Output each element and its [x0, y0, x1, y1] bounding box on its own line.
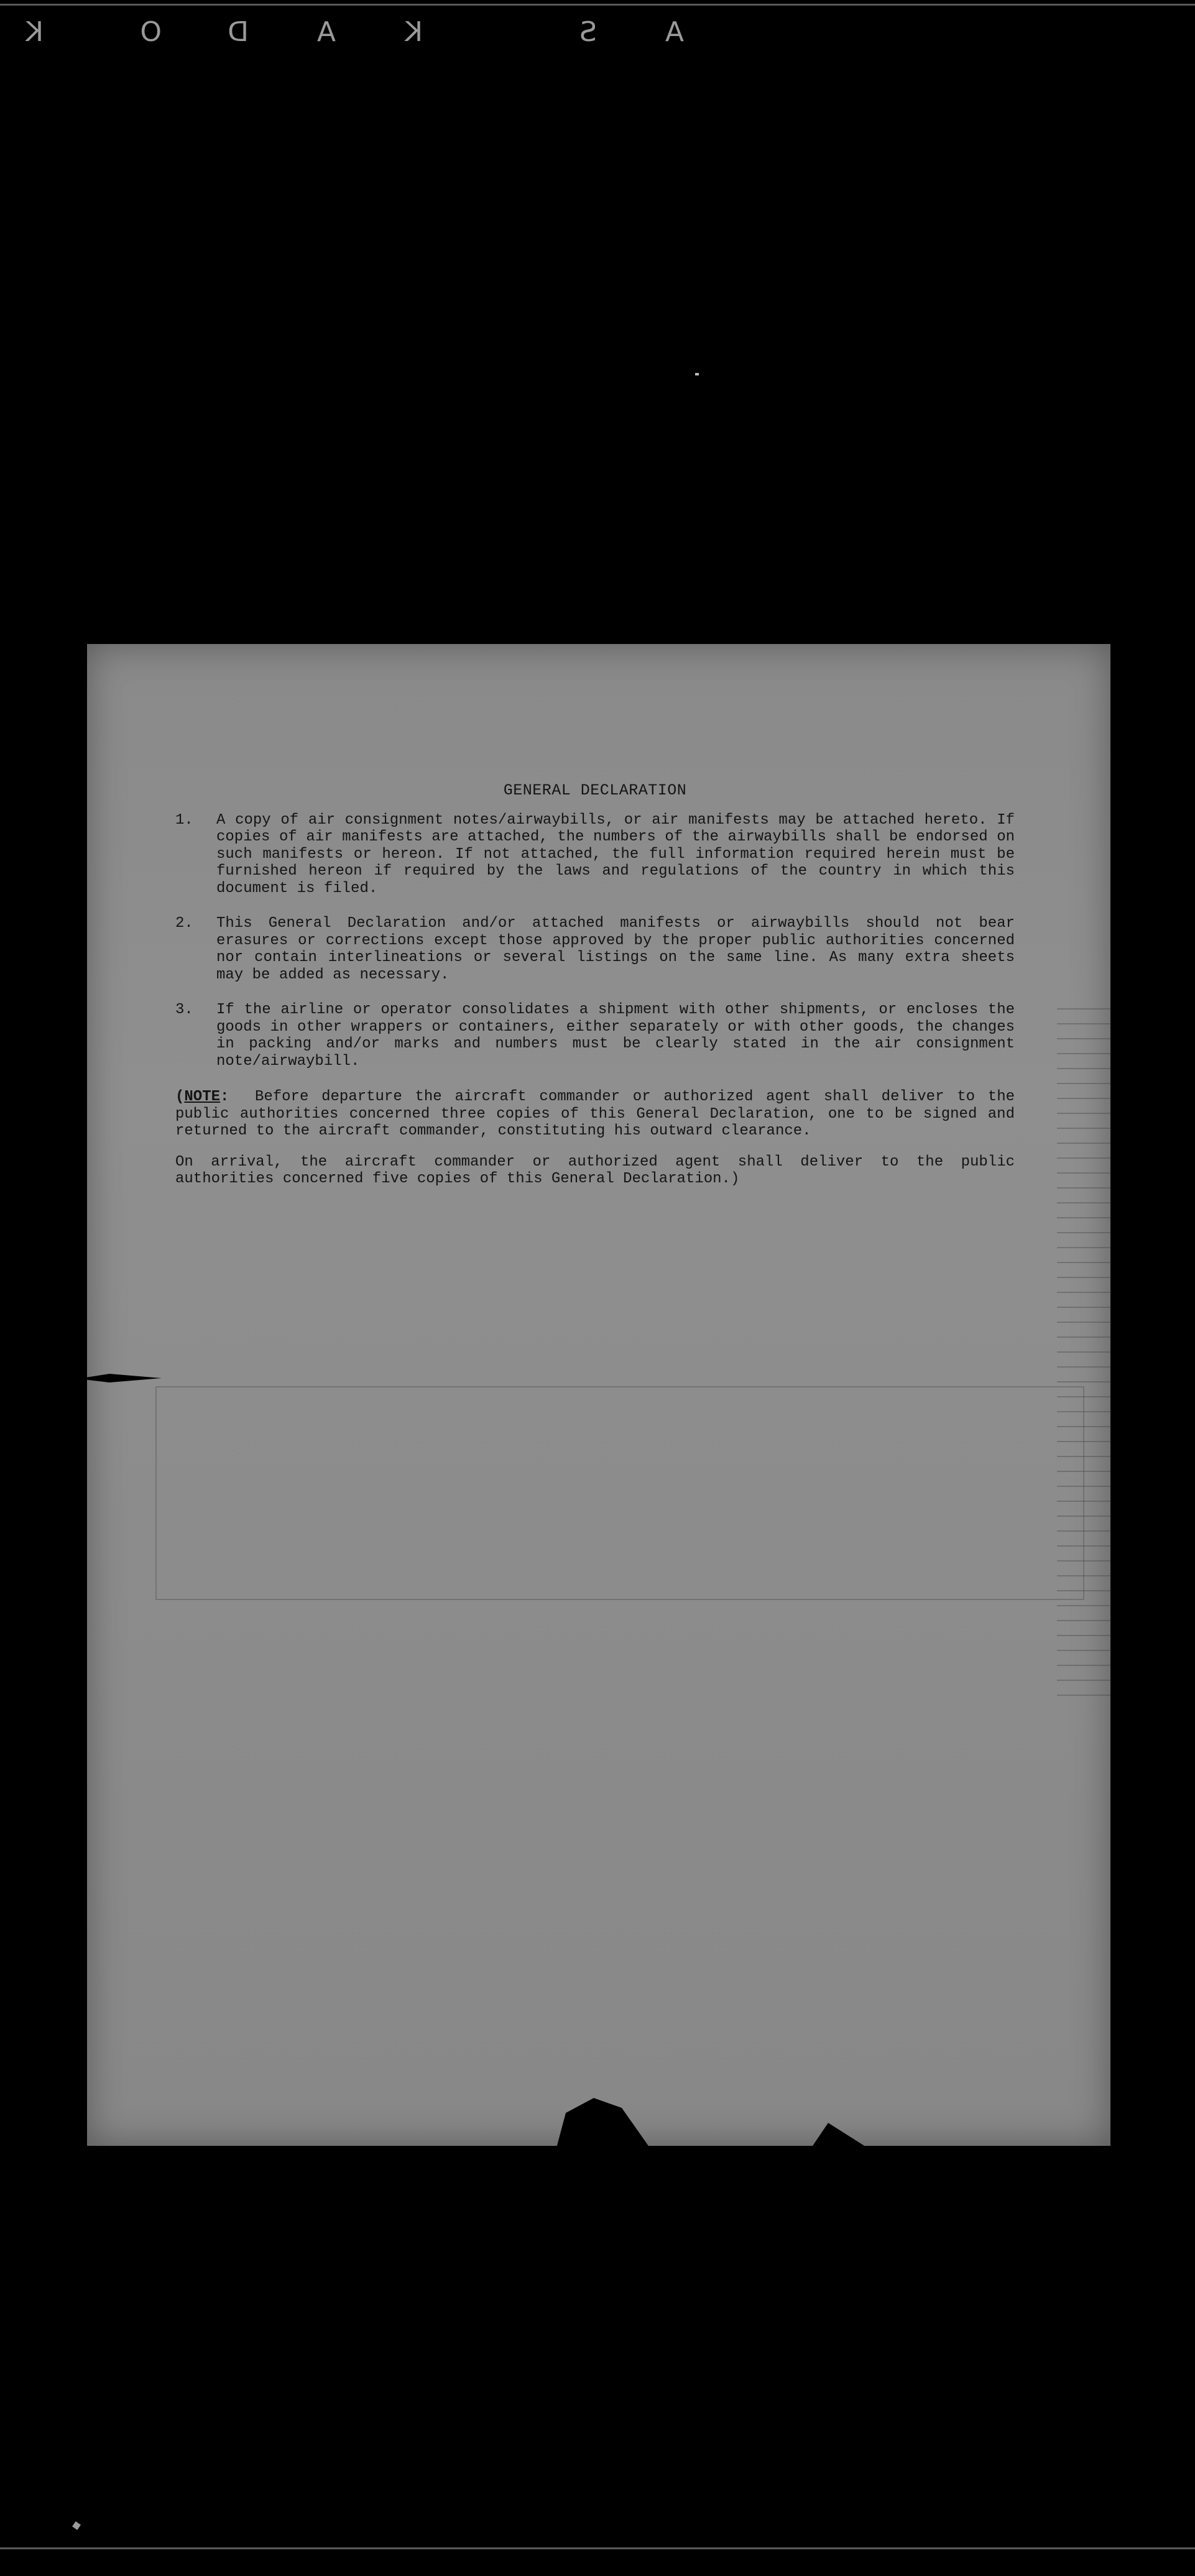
instruction-item	[175, 1001, 1015, 1070]
item-text: A copy of air consignment notes/airwaybills, or air manifests may be attached hereto. If copies of air manifests are attached, the numbers of the airwaybills shall be endorsed on such manifests or hereon. If not attached, the full information required herein must be furnished hereon if required by the laws and regulations of the country in which this document is filed.	[216, 811, 1015, 897]
film-edge-letter: O	[140, 16, 162, 48]
item-number: 1.	[175, 811, 193, 829]
bleed-through-box	[155, 1386, 1084, 1600]
document-title: GENERAL DECLARATION	[503, 781, 687, 799]
bleed-through-lines	[1057, 995, 1110, 1709]
film-edge-letter: S	[579, 16, 597, 48]
instruction-item	[175, 812, 1015, 898]
film-edge-letter: K	[25, 16, 44, 48]
note-label: NOTE	[184, 1088, 221, 1105]
film-edge	[0, 0, 1195, 60]
film-edge-letter: K	[405, 16, 423, 48]
instruction-item	[175, 915, 1015, 983]
film-edge-letter: A	[316, 16, 336, 48]
note-open-paren: (	[175, 1088, 185, 1105]
item-number: 2.	[175, 915, 193, 932]
film-speck	[695, 373, 699, 375]
film-edge-letter: D	[228, 16, 249, 48]
item-text: If the airline or operator consolidates a shipment with other shipments, or encloses the goods in other wrappers or containers, either separately or with other goods, the changes in packing and/or marks and numbers must be clearly stated in the air consignment note/airwaybill.	[216, 1001, 1015, 1070]
note-text: Before departure the aircraft commander or authorized agent shall deliver to the public authorities concerned three copies of this General Declaration, one to be signed and returned to the aircraft commander, constituting his outward clearance.	[175, 1088, 1015, 1139]
film-edge-letter: A	[665, 16, 684, 48]
item-number: 3.	[175, 1001, 193, 1018]
film-rule-bottom	[0, 2547, 1195, 2549]
film-speck	[72, 2521, 81, 2530]
note-paragraph	[175, 1088, 1015, 1140]
arrival-paragraph: On arrival, the aircraft commander or authorized agent shall deliver to the public authorities concerned five copies of this General Declaration.)	[175, 1153, 1015, 1187]
item-text: This General Declaration and/or attached manifests or airwaybills should not bear erasures or corrections except those approved by the proper public authorities concerned nor contain interlineations or several listings on the same line. As many extra sheets may be added as necessary.	[216, 915, 1015, 983]
declaration-text	[175, 782, 1015, 1188]
note-colon: :	[220, 1088, 229, 1105]
film-rule-top	[0, 4, 1195, 6]
